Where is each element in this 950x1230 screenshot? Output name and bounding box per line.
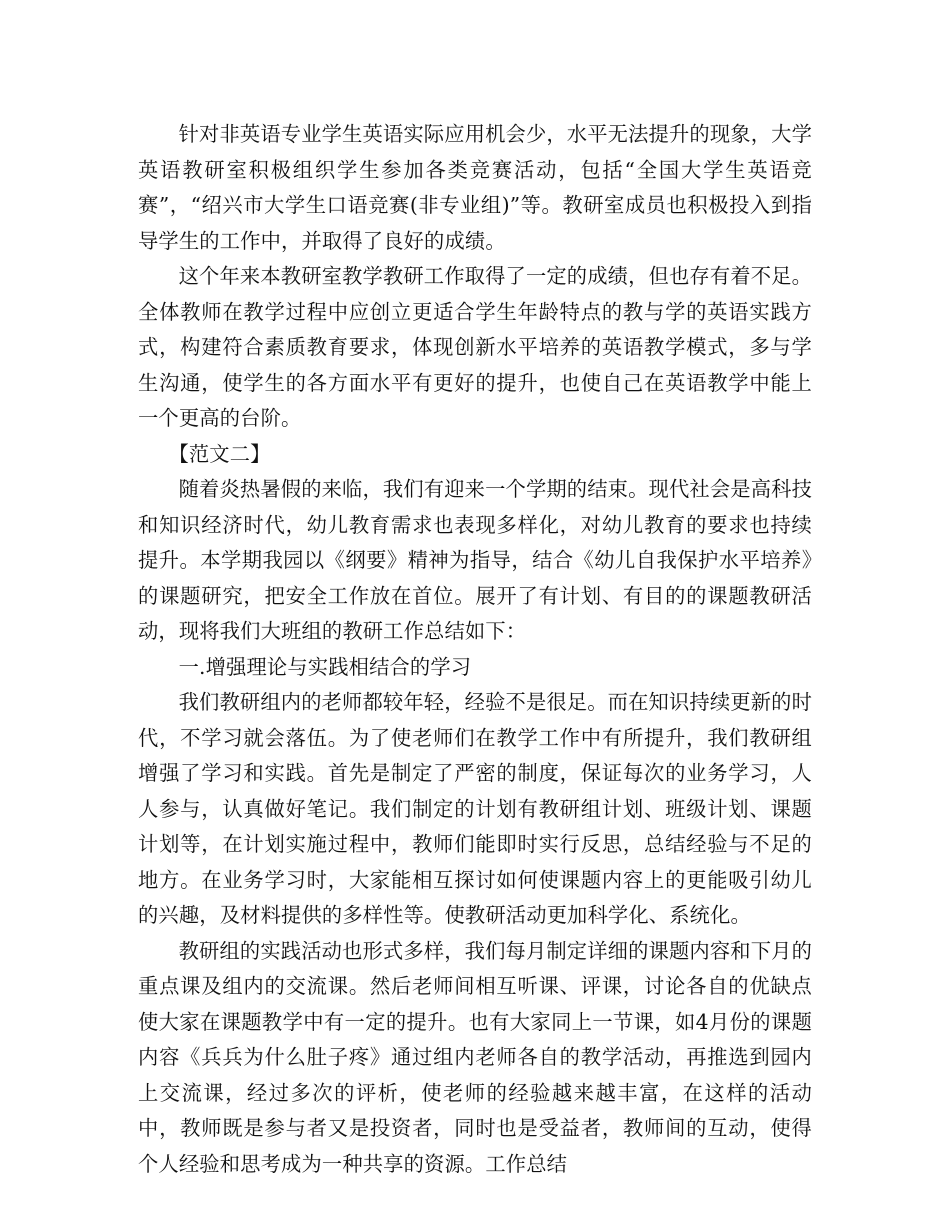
- paragraph-competitions: 针对非英语专业学生英语实际应用机会少，水平无法提升的现象，大学英语教研室积极组织学生参加各类竞赛活动，包括“全国大学生英语竞赛”，“绍兴市大学生口语竞赛(非专业组)”等。教研室成员也积极投入到指导学生的工作中，并取得了良好的成绩。: [138, 122, 812, 253]
- section-marker-sample-two: 【范文二】: [168, 441, 271, 466]
- section-heading-theory-practice: 一.增强理论与实践相结合的学习: [178, 654, 472, 679]
- paragraph-semester-intro: 随着炎热暑假的来临，我们有迎来一个学期的结束。现代社会是高科技和知识经济时代，幼儿教育需求也表现多样化，对幼儿教育的要求也持续提升。本学期我园以《纲要》精神为指导，结合《幼儿自我保护水平培养》的课题研究，把安全工作放在首位。展开了有计划、有目的的课题教研活动，现将我们大班组的教研工作总结如下：: [138, 477, 812, 643]
- document-body: [138, 117, 812, 1182]
- paragraph-practice-activities: 教研组的实践活动也形式多样，我们每月制定详细的课题内容和下月的重点课及组内的交流课。然后老师间相互听课、评课，讨论各自的优缺点使大家在课题教学中有一定的提升。也有大家同上一节课，如4月份的课题内容《兵兵为什么肚子疼》通过组内老师各自的教学活动，再推选到园内上交流课，经过多次的评析，使老师的经验越来越丰富，在这样的活动中，教师既是参与者又是投资者，同时也是受益者，教师间的互动，使得个人经验和思考成为一种共享的资源。工作总结: [138, 938, 812, 1176]
- paragraph-study-plan: 我们教研组内的老师都较年轻，经验不是很足。而在知识持续更新的时代，不学习就会落伍。为了使老师们在教学工作中有所提升，我们教研组增强了学习和实践。首先是制定了严密的制度，保证每次的业务学习，人人参与，认真做好笔记。我们制定的计划有教研组计划、班级计划、课题计划等，在计划实施过程中，教师们能即时实行反思，总结经验与不足的地方。在业务学习时，大家能相互探讨如何使课题内容上的更能吸引幼儿的兴趣，及材料提供的多样性等。使教研活动更加科学化、系统化。: [138, 690, 812, 927]
- paragraph-summary-shortcomings: 这个年来本教研室教学教研工作取得了一定的成绩，但也存有着不足。全体教师在教学过程中应创立更适合学生年龄特点的教与学的英语实践方式，构建符合素质教育要求，体现创新水平培养的英语教学模式，多与学生沟通，使学生的各方面水平有更好的提升，也使自己在英语教学中能上一个更高的台阶。: [138, 264, 812, 430]
